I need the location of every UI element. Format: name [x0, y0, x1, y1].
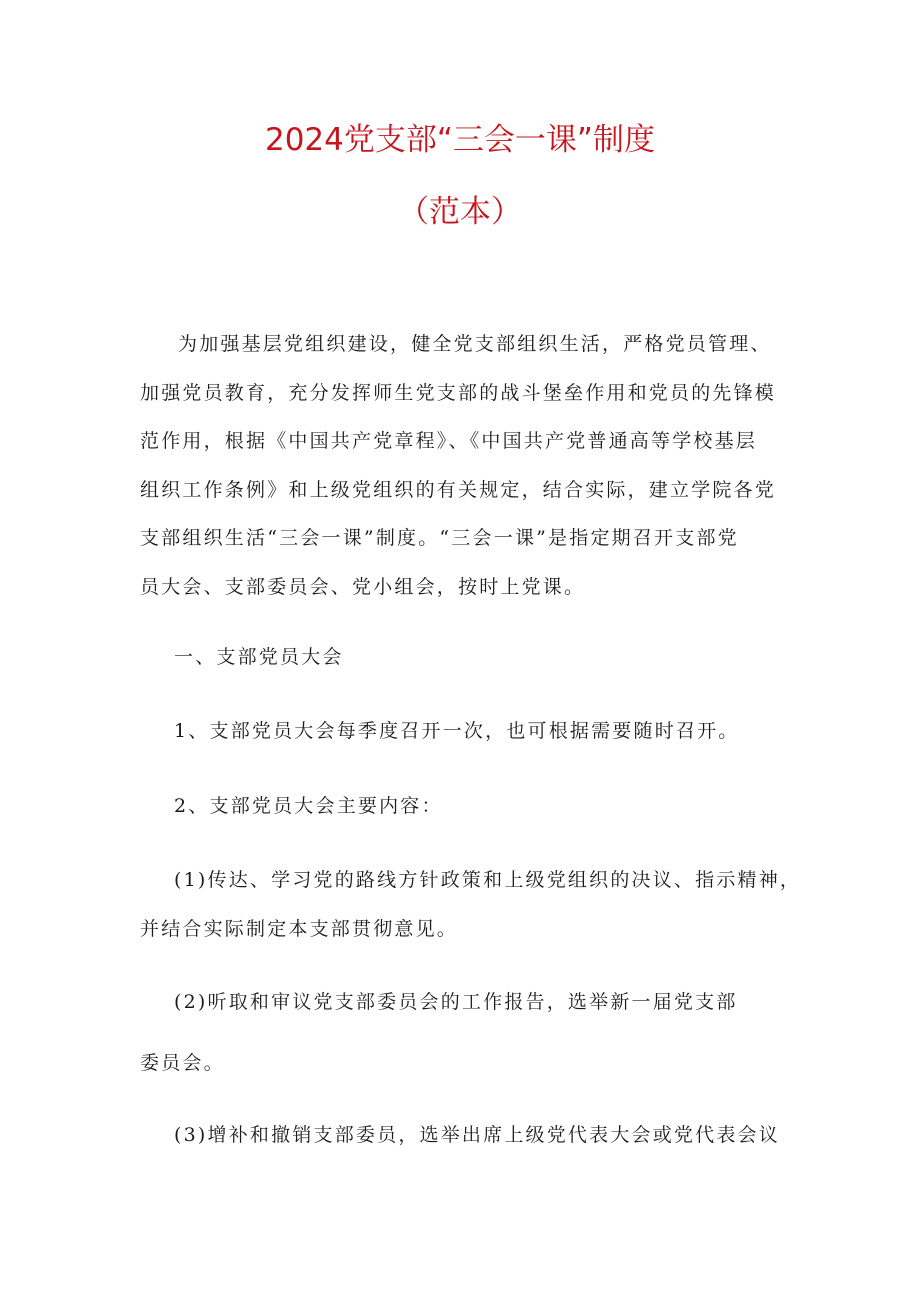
item-text: 1、支部党员大会每季度召开一次，也可根据需要随时召开。 [174, 720, 740, 742]
item-paragraph [140, 782, 790, 831]
sub-item-line: 委员会。 [140, 1051, 225, 1074]
intro-line: 员大会、支部委员会、党小组会，按时上党课。 [140, 575, 586, 598]
sub-item-line: (1)传达、学习党的路线方针政策和上级党组织的决议、指示精神， [174, 869, 802, 891]
document-title: 2024党支部“三会一课”制度 [264, 122, 655, 158]
item-paragraph [140, 707, 790, 756]
sub-item-line: 并结合实际制定本支部贯彻意见。 [140, 917, 459, 940]
intro-line: 支部组织生活“三会一课”制度。“三会一课”是指定期召开支部党 [140, 527, 739, 549]
sub-item-line: (3)增补和撤销支部委员，选举出席上级党代表大会或党代表会议 [174, 1124, 780, 1146]
intro-paragraph [140, 320, 790, 611]
intro-line: 范作用，根据《中国共产党章程》、《中国共产党普通高等学校基层 [140, 430, 758, 452]
sub-item-paragraph [140, 978, 790, 1087]
sub-item-paragraph [140, 856, 802, 953]
document-subtitle: （范本） [398, 194, 522, 230]
item-text: 2、支部党员大会主要内容： [174, 795, 443, 817]
intro-line: 为加强基层党组织建设，健全党支部组织生活，严格党员管理、 [178, 333, 772, 355]
section-heading [140, 633, 790, 682]
section-heading-text: 一、支部党员大会 [174, 646, 344, 668]
intro-line: 加强党员教育，充分发挥师生党支部的战斗堡垒作用和党员的先锋模 [140, 381, 777, 404]
intro-line: 组织工作条例》和上级党组织的有关规定，结合实际，建立学院各党 [140, 478, 777, 501]
sub-item-paragraph [140, 1111, 790, 1160]
sub-item-line: (2)听取和审议党支部委员会的工作报告，选举新一届党支部 [174, 991, 738, 1013]
